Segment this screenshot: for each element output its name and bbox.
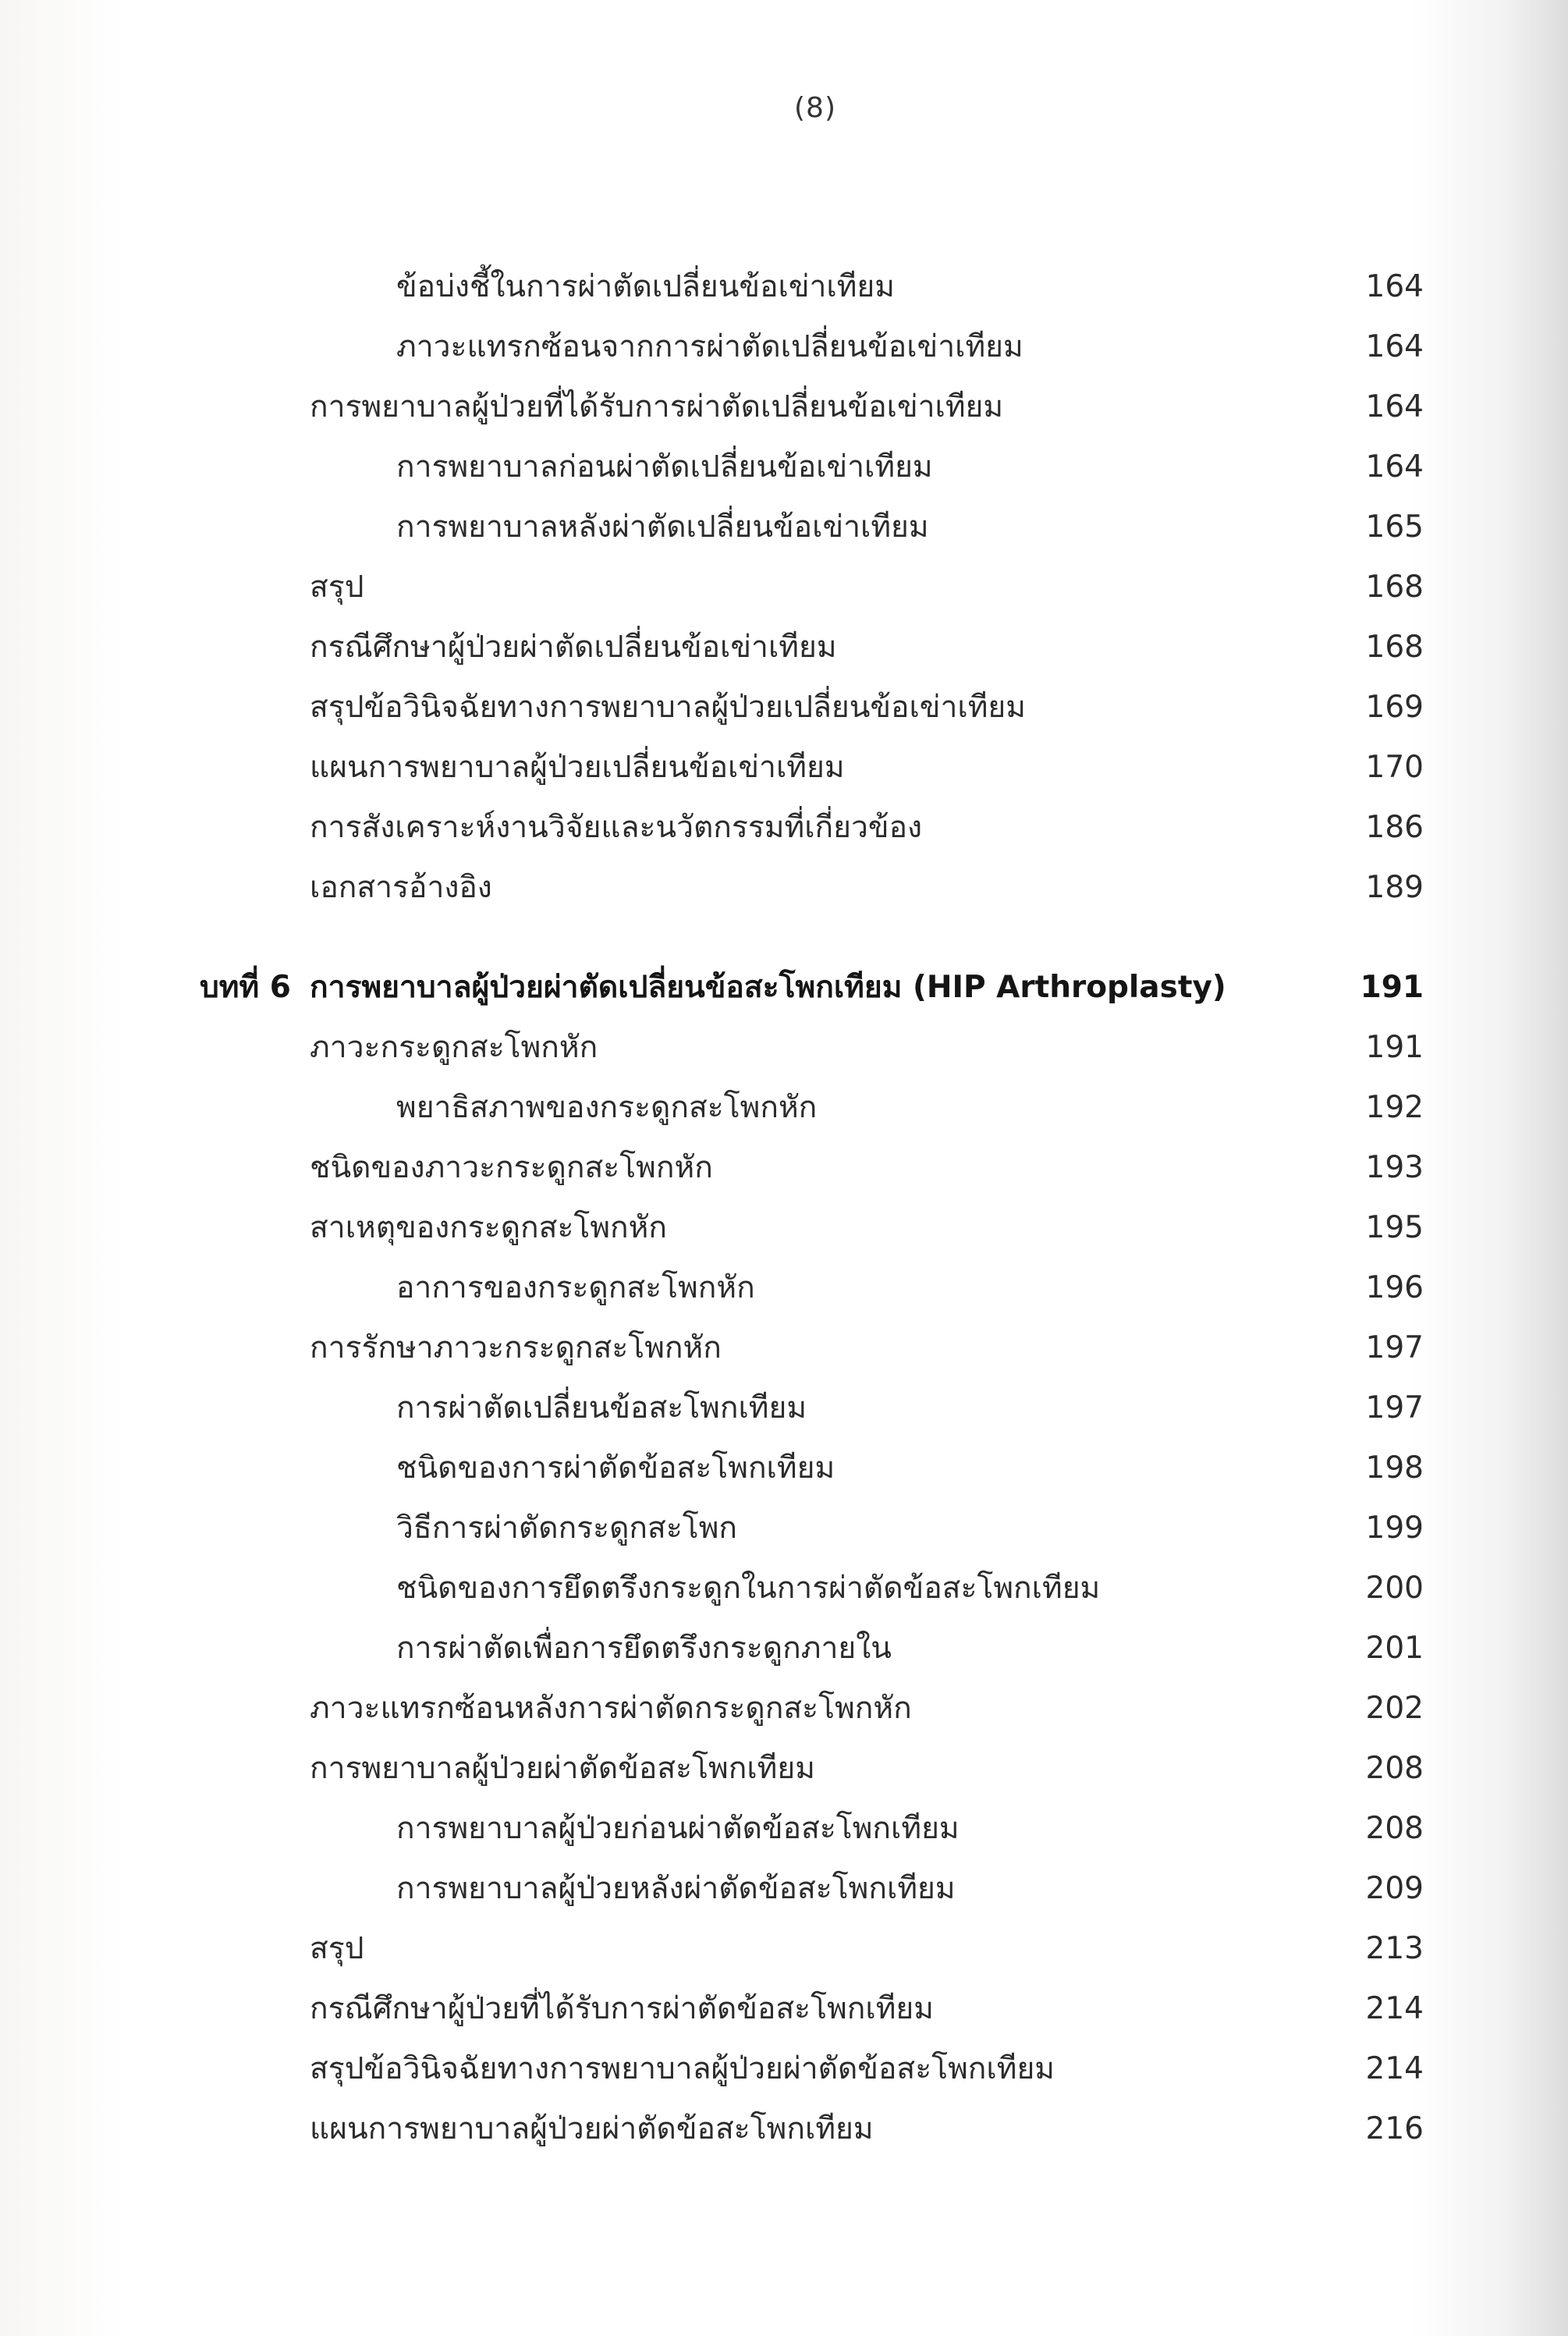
toc-entry — [0, 499, 1568, 556]
toc-entry — [0, 1260, 1568, 1316]
toc-entry-page: 214 — [1365, 2051, 1424, 2086]
toc-entry-title: ชนิดของภาวะกระดูกสะโพกหัก — [310, 1150, 713, 1185]
toc-entry — [0, 620, 1568, 676]
toc-entry-title: การสังเคราะห์งานวิจัยและนวัตกรรมที่เกี่ยวข้อง — [310, 810, 923, 845]
toc-entry — [0, 1500, 1568, 1557]
toc-entry-page: 195 — [1365, 1210, 1424, 1245]
toc-entry — [0, 1020, 1568, 1076]
toc-entry-title: กรณีศึกษาผู้ป่วยที่ได้รับการผ่าตัดข้อสะโพกเทียม — [310, 1991, 934, 2026]
toc-entry — [0, 559, 1568, 616]
toc-entry — [0, 1861, 1568, 1917]
toc-entry-page: 208 — [1365, 1811, 1424, 1846]
toc-entry — [0, 2101, 1568, 2157]
toc-entry — [0, 1140, 1568, 1196]
toc-entry-page: 196 — [1365, 1270, 1424, 1305]
toc-entry-title: สรุปข้อวินิจฉัยทางการพยาบาลผู้ป่วยผ่าตัดข้อสะโพกเทียม — [310, 2051, 1055, 2086]
toc-entry-title: สรุปข้อวินิจฉัยทางการพยาบาลผู้ป่วยเปลี่ยนข้อเข่าเทียม — [310, 690, 1026, 725]
chapter-page: 191 — [1360, 970, 1424, 1005]
toc-entry-page: 201 — [1365, 1631, 1424, 1666]
toc-entry-page: 199 — [1365, 1511, 1424, 1546]
toc-entry — [0, 1560, 1568, 1617]
toc-entry-page: 189 — [1365, 870, 1424, 905]
toc-entry-page: 198 — [1365, 1450, 1424, 1486]
toc-entry-title: สรุป — [310, 1931, 364, 1966]
toc-entry-page: 192 — [1365, 1090, 1424, 1125]
toc-entry — [0, 1741, 1568, 1797]
toc-entry-page: 191 — [1365, 1030, 1424, 1065]
toc-entry-page: 168 — [1365, 570, 1424, 605]
toc-entry-title: การพยาบาลผู้ป่วยที่ได้รับการผ่าตัดเปลี่ยนข้อเข่าเทียม — [310, 389, 1004, 424]
toc-entry — [0, 379, 1568, 435]
toc-entry — [0, 1380, 1568, 1436]
toc-entry — [0, 860, 1568, 916]
toc-entry — [0, 680, 1568, 736]
toc-entry-page: 197 — [1365, 1330, 1424, 1365]
toc-entry-title: ภาวะกระดูกสะโพกหัก — [310, 1030, 598, 1065]
chapter-label: บทที่ 6 — [200, 970, 291, 1005]
toc-entry — [0, 439, 1568, 495]
toc-entry-page: 200 — [1365, 1571, 1424, 1606]
toc-entry-title: การผ่าตัดเพื่อการยึดตรึงกระดูกภายใน — [396, 1631, 892, 1666]
toc-entry-page: 213 — [1365, 1931, 1424, 1966]
toc-entry-title: การพยาบาลผู้ป่วยผ่าตัดข้อสะโพกเทียม — [310, 1751, 815, 1786]
toc-entry — [0, 1621, 1568, 1677]
toc-entry-title: การพยาบาลหลังผ่าตัดเปลี่ยนข้อเข่าเทียม — [396, 509, 929, 545]
toc-entry-title: ชนิดของการผ่าตัดข้อสะโพกเทียม — [396, 1450, 835, 1486]
toc-entry — [0, 1981, 1568, 2037]
toc-entry — [0, 1440, 1568, 1496]
toc-entry — [0, 1681, 1568, 1737]
chapter-title: การพยาบาลผู้ป่วยผ่าตัดเปลี่ยนข้อสะโพกเทียม (HIP Arthroplasty) — [310, 970, 1226, 1005]
toc-entry-page: 168 — [1365, 630, 1424, 665]
toc-entry-title: ภาวะแทรกซ้อนจากการผ่าตัดเปลี่ยนข้อเข่าเทียม — [396, 329, 1023, 364]
toc-entry — [0, 1200, 1568, 1256]
toc-entry — [0, 1801, 1568, 1857]
toc-entry-title: เอกสารอ้างอิง — [310, 870, 492, 905]
toc-entry-title: ข้อบ่งชี้ในการผ่าตัดเปลี่ยนข้อเข่าเทียม — [396, 269, 895, 304]
toc-entry-title: การรักษาภาวะกระดูกสะโพกหัก — [310, 1330, 722, 1365]
toc-entry-page: 164 — [1365, 329, 1424, 364]
toc-entry — [0, 259, 1568, 315]
toc-entry — [0, 1080, 1568, 1136]
toc-entry-title: สรุป — [310, 570, 364, 605]
toc-entry-page: 216 — [1365, 2111, 1424, 2146]
toc-entry-page: 208 — [1365, 1751, 1424, 1786]
toc-entry-title: ภาวะแทรกซ้อนหลังการผ่าตัดกระดูกสะโพกหัก — [310, 1691, 912, 1726]
toc-entry-page: 209 — [1365, 1871, 1424, 1906]
chapter-heading — [0, 960, 1568, 1016]
toc-entry-page: 214 — [1365, 1991, 1424, 2026]
toc-entry-page: 170 — [1365, 750, 1424, 785]
toc-entry-title: อาการของกระดูกสะโพกหัก — [396, 1270, 755, 1305]
toc-entry — [0, 319, 1568, 375]
toc-entry — [0, 800, 1568, 856]
toc-entry — [0, 740, 1568, 796]
toc-entry-title: แผนการพยาบาลผู้ป่วยเปลี่ยนข้อเข่าเทียม — [310, 750, 845, 785]
toc-entry-page: 169 — [1365, 690, 1424, 725]
toc-entry-title: การพยาบาลผู้ป่วยก่อนผ่าตัดข้อสะโพกเทียม — [396, 1811, 960, 1846]
toc-entry-title: การพยาบาลก่อนผ่าตัดเปลี่ยนข้อเข่าเทียม — [396, 449, 933, 485]
toc-entry-page: 164 — [1365, 449, 1424, 485]
toc-entry-page: 202 — [1365, 1691, 1424, 1726]
toc-entry-title: การผ่าตัดเปลี่ยนข้อสะโพกเทียม — [396, 1390, 807, 1425]
toc-entry-title: การพยาบาลผู้ป่วยหลังผ่าตัดข้อสะโพกเทียม — [396, 1871, 956, 1906]
toc-entry — [0, 1921, 1568, 1977]
toc-entry-page: 197 — [1365, 1390, 1424, 1425]
toc-entry-page: 165 — [1365, 509, 1424, 545]
toc-entry-title: แผนการพยาบาลผู้ป่วยผ่าตัดข้อสะโพกเทียม — [310, 2111, 874, 2146]
toc-entry-page: 164 — [1365, 389, 1424, 424]
toc-entry-page: 186 — [1365, 810, 1424, 845]
page-number: (8) — [794, 92, 836, 124]
toc-entry-page: 164 — [1365, 269, 1424, 304]
toc-entry-title: ชนิดของการยึดตรึงกระดูกในการผ่าตัดข้อสะโพกเทียม — [396, 1571, 1101, 1606]
toc-entry — [0, 1320, 1568, 1376]
toc-entry — [0, 2041, 1568, 2097]
toc-entry-page: 193 — [1365, 1150, 1424, 1185]
toc-entry-title: กรณีศึกษาผู้ป่วยผ่าตัดเปลี่ยนข้อเข่าเทียม — [310, 630, 837, 665]
toc-entry-title: สาเหตุของกระดูกสะโพกหัก — [310, 1210, 667, 1245]
toc-entry-title: วิธีการผ่าตัดกระดูกสะโพก — [396, 1511, 738, 1546]
toc-entry-title: พยาธิสภาพของกระดูกสะโพกหัก — [396, 1090, 818, 1125]
